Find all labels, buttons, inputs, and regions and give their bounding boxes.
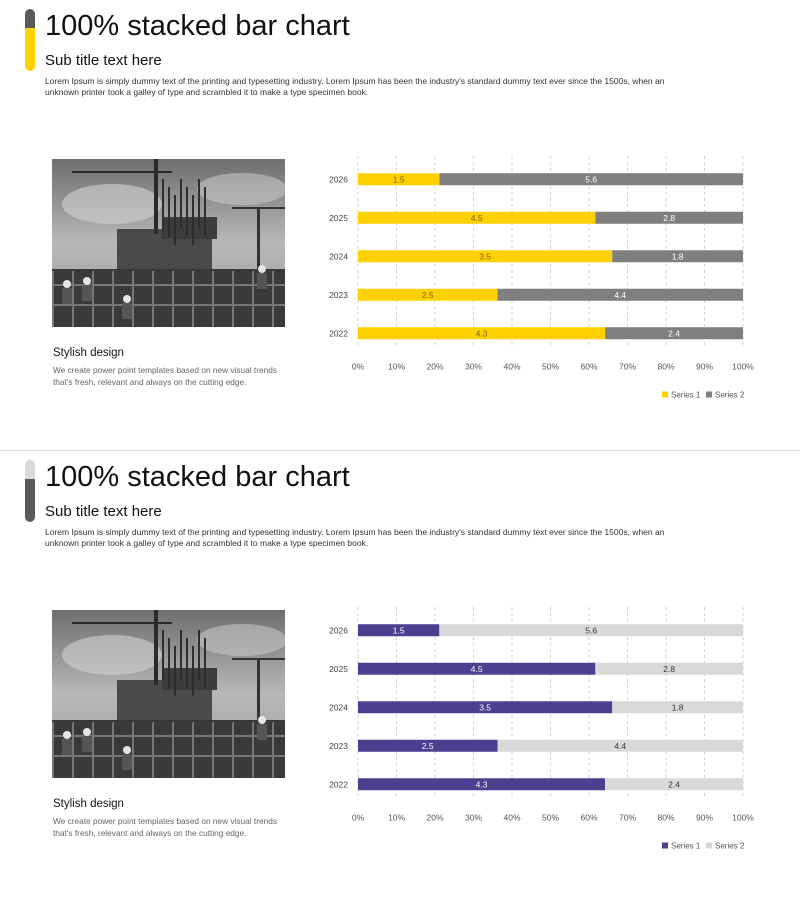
photo-worker [82, 285, 92, 301]
x-tick-label: 90% [695, 361, 714, 372]
photo-scaffold [172, 271, 174, 327]
data-label-series-2: 5.6 [585, 625, 598, 636]
photo-scaffold [252, 722, 254, 778]
stacked-bar-chart [318, 150, 758, 410]
photo-scaffold [152, 271, 154, 327]
photo-illustration [52, 610, 285, 778]
x-tick-label: 90% [695, 812, 714, 823]
photo-worker [62, 739, 72, 755]
photo-scaffold [112, 271, 114, 327]
accent-bar [25, 9, 35, 71]
data-label-series-1: 1.5 [392, 174, 405, 185]
photo-worker-helmet [63, 280, 71, 288]
legend-swatch-series-2 [706, 843, 712, 849]
legend-swatch-series-1 [662, 392, 668, 398]
photo-worker-helmet [123, 746, 131, 754]
data-label-series-1: 4.3 [475, 328, 488, 339]
stacked-bar-chart [318, 601, 758, 861]
photo-rebar [204, 187, 206, 237]
photo-building [162, 668, 217, 690]
chart-legend [662, 391, 745, 400]
photo-worker-helmet [123, 295, 131, 303]
photo-crane [154, 610, 158, 685]
photo-scaffold [152, 722, 154, 778]
x-tick-label: 60% [580, 812, 598, 823]
data-label-series-2: 4.4 [614, 289, 627, 300]
photo-worker-helmet [63, 731, 71, 739]
construction-photo [52, 159, 285, 327]
x-tick-label: 10% [387, 361, 406, 372]
x-tick-label: 60% [580, 361, 598, 372]
caption-title: Stylish design [53, 798, 124, 810]
slide-description: Lorem Ipsum is simply dummy text of the printing and typesetting industry. Lorem Ipsum has been the industry's standard dummy text ever since the 1500s, when an unknown printer took a galley of type and scrambled it to make a type specimen book. [45, 76, 665, 97]
photo-rebar [186, 638, 188, 688]
chart-legend [662, 842, 745, 851]
x-tick-label: 50% [541, 361, 560, 372]
x-tick-label: 40% [503, 361, 521, 372]
photo-rebar [186, 187, 188, 237]
x-tick-label: 30% [464, 812, 483, 823]
photo-worker [122, 754, 132, 770]
caption-text: We create power point templates based on new visual trends that's fresh, relevant and always on the cutting edge. [53, 365, 277, 387]
photo-worker [62, 288, 72, 304]
legend-swatch-series-2 [706, 392, 712, 398]
accent-bar-bottom [25, 28, 35, 71]
photo-rebar [204, 638, 206, 688]
photo-scaffold [172, 722, 174, 778]
photo-rebar [198, 630, 200, 680]
legend-label-series-2: Series 2 [715, 841, 745, 851]
photo-scaffold [272, 271, 274, 327]
photo-rebar [168, 638, 170, 688]
data-label-series-1: 3.5 [479, 251, 492, 262]
photo-scaffold [52, 722, 54, 778]
x-tick-label: 100% [732, 812, 754, 823]
y-tick-label: 2024 [329, 251, 348, 262]
x-tick-label: 20% [426, 361, 444, 372]
x-tick-label: 80% [657, 812, 675, 823]
photo-rebar [174, 195, 176, 245]
x-tick-label: 80% [657, 361, 675, 372]
y-tick-label: 2026 [329, 625, 348, 636]
photo-worker [122, 303, 132, 319]
x-tick-label: 0% [351, 812, 365, 823]
photo-scaffold [52, 755, 285, 757]
accent-bar-bottom [25, 479, 35, 522]
legend-label-series-1: Series 1 [671, 841, 701, 851]
data-label-series-2: 2.8 [663, 663, 676, 674]
photo-scaffold [252, 271, 254, 327]
data-label-series-2: 1.8 [671, 702, 684, 713]
photo-crane [72, 622, 172, 624]
photo-cloud [62, 184, 162, 224]
photo-rebar [168, 187, 170, 237]
photo-worker-helmet [258, 716, 266, 724]
data-label-series-2: 1.8 [671, 251, 684, 262]
photo-rebar [174, 646, 176, 696]
photo-scaffold [212, 722, 214, 778]
slide-title: 100% stacked bar chart [45, 10, 350, 42]
caption-title: Stylish design [53, 347, 124, 359]
caption-text: We create power point templates based on new visual trends that's fresh, relevant and always on the cutting edge. [53, 816, 277, 838]
photo-worker-helmet [83, 728, 91, 736]
data-label-series-1: 4.3 [475, 779, 488, 790]
photo-scaffold [72, 722, 74, 778]
data-label-series-2: 2.4 [668, 328, 680, 339]
x-tick-label: 50% [541, 812, 560, 823]
x-tick-label: 70% [618, 812, 637, 823]
slide-description: Lorem Ipsum is simply dummy text of the printing and typesetting industry. Lorem Ipsum has been the industry's standard dummy text ever since the 1500s, when an unknown printer took a galley of type and scrambled it to make a type specimen book. [45, 527, 665, 548]
legend-label-series-2: Series 2 [715, 390, 745, 400]
y-tick-label: 2025 [329, 663, 348, 674]
data-label-series-2: 2.8 [663, 212, 676, 223]
slide-2 [0, 451, 800, 900]
photo-rebar [192, 646, 194, 696]
legend-swatch-series-1 [662, 843, 668, 849]
accent-bar [25, 460, 35, 522]
slide-subtitle: Sub title text here [45, 503, 162, 520]
photo-scaffold [52, 304, 285, 306]
photo-illustration [52, 159, 285, 327]
construction-photo [52, 610, 285, 778]
photo-worker [257, 724, 267, 740]
photo-crane [72, 171, 172, 173]
x-tick-label: 70% [618, 361, 637, 372]
y-tick-label: 2025 [329, 212, 348, 223]
legend-label-series-1: Series 1 [671, 390, 701, 400]
photo-scaffold [192, 271, 194, 327]
x-tick-label: 100% [732, 361, 754, 372]
photo-rebar [162, 630, 164, 680]
photo-rebar [162, 179, 164, 229]
x-tick-label: 30% [464, 361, 483, 372]
photo-scaffold [232, 722, 234, 778]
photo-cloud [197, 173, 285, 205]
photo-scaffold [212, 271, 214, 327]
y-tick-label: 2023 [329, 740, 348, 751]
data-label-series-2: 4.4 [614, 740, 627, 751]
photo-rebar [180, 630, 182, 680]
data-label-series-1: 3.5 [479, 702, 492, 713]
photo-scaffold [52, 271, 54, 327]
data-label-series-1: 2.5 [421, 740, 434, 751]
photo-building [162, 217, 217, 239]
photo-scaffold [92, 271, 94, 327]
data-label-series-1: 2.5 [421, 289, 434, 300]
slide-title: 100% stacked bar chart [45, 461, 350, 493]
photo-worker [82, 736, 92, 752]
photo-crane [154, 159, 158, 234]
accent-bar-top [25, 9, 35, 28]
photo-rebar [180, 179, 182, 229]
data-label-series-1: 1.5 [392, 625, 405, 636]
photo-scaffold [92, 722, 94, 778]
photo-worker-helmet [83, 277, 91, 285]
photo-scaffold [132, 722, 134, 778]
x-tick-label: 40% [503, 812, 521, 823]
data-label-series-1: 4.5 [470, 663, 483, 674]
y-tick-label: 2024 [329, 702, 348, 713]
y-tick-label: 2023 [329, 289, 348, 300]
photo-scaffold [112, 722, 114, 778]
photo-cloud [197, 624, 285, 656]
photo-scaffold [72, 271, 74, 327]
accent-bar-top [25, 460, 35, 479]
photo-rebar [192, 195, 194, 245]
y-tick-label: 2022 [329, 779, 348, 790]
x-tick-label: 20% [426, 812, 444, 823]
photo-scaffold [132, 271, 134, 327]
data-label-series-1: 4.5 [470, 212, 483, 223]
photo-worker [257, 273, 267, 289]
data-label-series-2: 2.4 [668, 779, 680, 790]
y-tick-label: 2026 [329, 174, 348, 185]
photo-cloud [62, 635, 162, 675]
data-label-series-2: 5.6 [585, 174, 598, 185]
photo-scaffold [232, 271, 234, 327]
photo-scaffold [272, 722, 274, 778]
y-tick-label: 2022 [329, 328, 348, 339]
x-tick-label: 10% [387, 812, 406, 823]
photo-rebar [198, 179, 200, 229]
photo-scaffold [192, 722, 194, 778]
photo-worker-helmet [258, 265, 266, 273]
slide-subtitle: Sub title text here [45, 52, 162, 69]
x-tick-label: 0% [351, 361, 365, 372]
